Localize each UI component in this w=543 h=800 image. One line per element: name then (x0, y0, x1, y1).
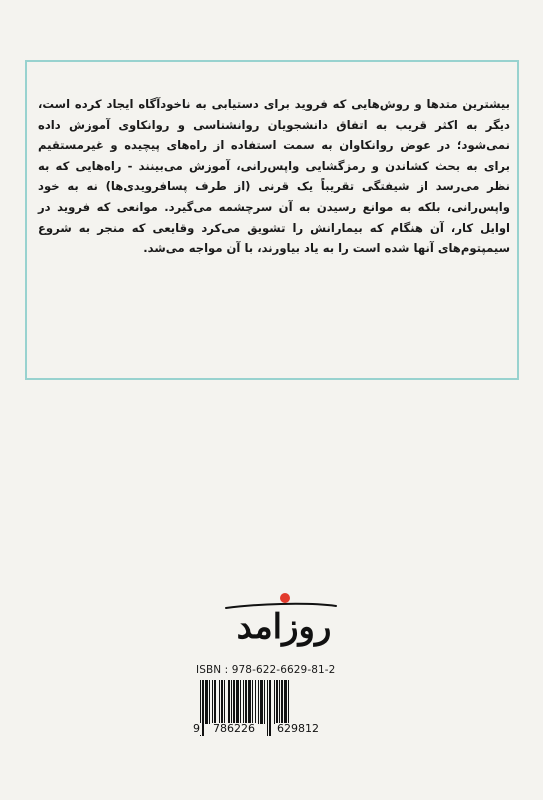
barcode-bar (205, 680, 208, 724)
barcode-bar (240, 680, 241, 724)
barcode-bar (233, 680, 235, 724)
barcode-bar (248, 680, 251, 724)
barcode-bar (236, 680, 239, 724)
isbn-label: ISBN : 978-622-6629-81-2 (196, 664, 336, 676)
barcode-bar (212, 680, 213, 724)
barcode-bar (274, 680, 275, 724)
barcode-bar (221, 680, 223, 724)
barcode-bar (258, 680, 259, 724)
logo-red-dot (280, 593, 290, 603)
barcode-bar (260, 680, 263, 724)
barcode-bar (252, 680, 253, 724)
barcode-bar (284, 680, 287, 724)
barcode-bar (281, 680, 283, 724)
barcode-bar (228, 680, 230, 724)
barcode-digit-left: 9 (193, 722, 200, 735)
barcode-bar (214, 680, 216, 724)
barcode-bar (243, 680, 244, 724)
barcode-bar (245, 680, 247, 724)
barcode-bar (276, 680, 278, 724)
publisher-logo (166, 586, 376, 656)
barcode-bar (269, 680, 271, 736)
barcode-digits-middle: 786226 (213, 722, 255, 735)
barcode-bar (267, 680, 268, 736)
barcode-bar (288, 680, 289, 724)
logo-wordmark: روزامد (236, 607, 332, 647)
barcode-digits-right: 629812 (277, 722, 319, 735)
barcode-bar (224, 680, 225, 724)
blurb-text: بیشترین متدها و روش‌هایی که فروید برای دستیابی به ناخودآگاه ایجاد کرده است، دیگر به اکثر قریب به اتفاق دانشجویان روانشناسی و روانکاوی آموزش داده نمی‌شود؛ در عوض روانکاوان به سمت استفاده از راه‌های پیچیده و غیرمستقیم برای به بحث کشاندن و رمزگشایی واپس‌رانی، آموزش می‌بینند - راه‌هایی که به نظر می‌رسد از شیفتگی تقریباً یک قرنی (از طرف پسافرویدی‌ها) نه به خود واپس‌رانی، بلکه به موانع رسیدن به آن سرچشمه می‌گیرد. موانعی که فروید در اوایل کار، آن هنگام که بیمارانش را تشویق می‌کرد وقایعی که منجر به شروع سیمپتوم‌های آنها شده است را به یاد بیاورند، با آن مواجه می‌شد. (38, 97, 510, 256)
barcode-bar (202, 680, 204, 736)
barcode-bar (264, 680, 265, 724)
barcode-bar (255, 680, 256, 724)
barcode-bar (209, 680, 210, 724)
barcode-bar (279, 680, 280, 724)
barcode-bar (219, 680, 220, 724)
barcode-bar (231, 680, 232, 724)
